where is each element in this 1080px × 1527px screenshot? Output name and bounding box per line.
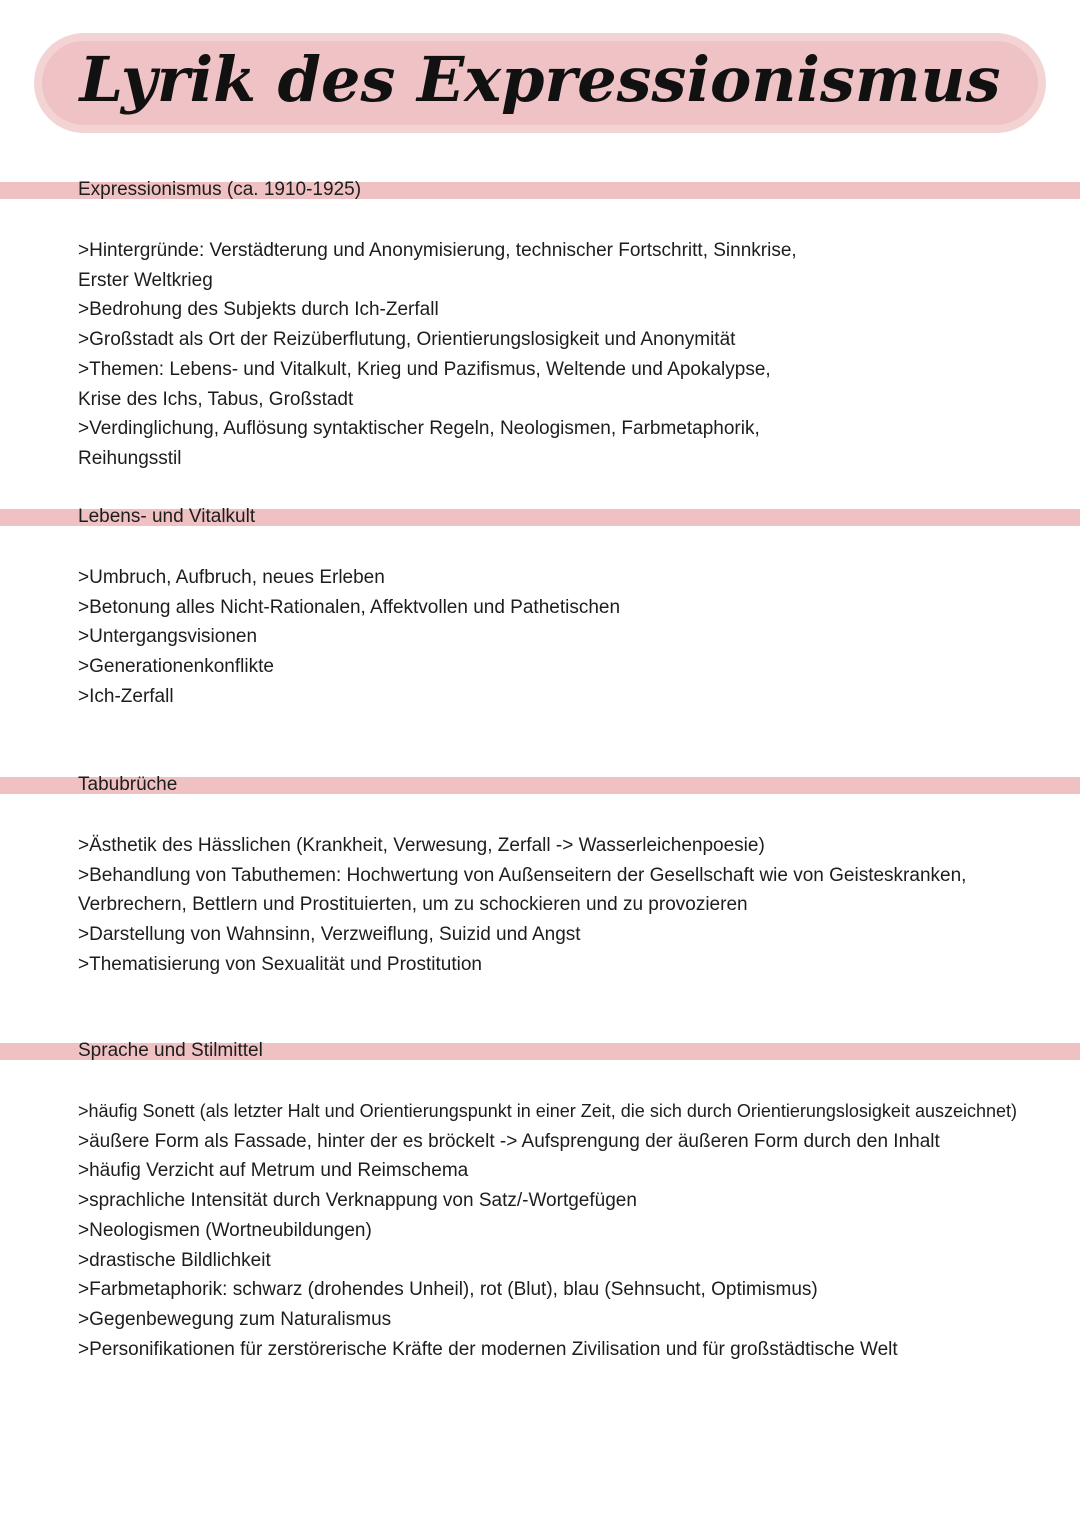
list-item: >Umbruch, Aufbruch, neues Erleben	[78, 567, 385, 588]
list-item: >Großstadt als Ort der Reizüberflutung, Orientierungslosigkeit und Anonymität	[78, 329, 736, 351]
section-band	[0, 1040, 1080, 1061]
list-item: >häufig Sonett (als letzter Halt und Orientierungspunkt in einer Zeit, die sich durch Orientierungslosigkeit auszeichnet)	[78, 1101, 1017, 1121]
section-heading: Expressionismus (ca. 1910-1925)	[78, 179, 362, 200]
section-heading: Tabubrüche	[78, 774, 178, 795]
list-item: >Personifikationen für zerstörerische Kräfte der modernen Zivilisation und für großstädtische Welt	[78, 1338, 898, 1360]
list-item: >häufig Verzicht auf Metrum und Reimschema	[78, 1160, 469, 1182]
page-title: Lyrik des Expressionismus	[42, 41, 1039, 125]
list-item: >Themen: Lebens- und Vitalkult, Krieg und Pazifismus, Weltende und Apokalypse, Krise des Ichs, Tabus, Großstadt	[78, 358, 771, 410]
list-item: >Ästhetik des Hässlichen (Krankheit, Verwesung, Zerfall -> Wasserleichenpoesie)	[78, 835, 765, 856]
list-item: >Ich-Zerfall	[78, 685, 174, 707]
list-item: >Behandlung von Tabuthemen: Hochwertung von Außenseitern der Gesellschaft wie von Geisteskranken, Verbrechern, Bettlern und Prostituierten, um zu schockieren und zu provozieren	[78, 864, 967, 916]
section-band	[0, 774, 1080, 795]
section-sprache-stilmittel	[0, 1040, 1080, 1360]
list-item: >Hintergründe: Verstädterung und Anonymisierung, technischer Fortschritt, Sinnkrise, Erster Weltkrieg	[78, 240, 797, 291]
list-item: >Thematisierung von Sexualität und Prostitution	[78, 953, 482, 975]
list-item: >Gegenbewegung zum Naturalismus	[78, 1308, 392, 1330]
section-heading: Sprache und Stilmittel	[78, 1040, 263, 1061]
list-item: >drastische Bildlichkeit	[78, 1249, 271, 1271]
section-tabubrueche	[0, 774, 1080, 975]
section-list	[78, 1097, 1058, 1364]
section-heading: Lebens- und Vitalkult	[78, 506, 256, 527]
list-item: >äußere Form als Fassade, hinter der es bröckelt -> Aufsprengung der äußeren Form durch den Inhalt	[78, 1130, 940, 1152]
section-list	[78, 831, 998, 980]
list-item: >Farbmetaphorik: schwarz (drohendes Unheil), rot (Blut), blau (Sehnsucht, Optimismus)	[78, 1279, 818, 1301]
section-band	[0, 179, 1080, 200]
section-expressionismus	[0, 179, 1080, 469]
list-item: >Untergangsvisionen	[78, 626, 258, 648]
section-lebens-vitalkult	[0, 506, 1080, 707]
list-item: >Generationenkonflikte	[78, 656, 274, 678]
list-item: >sprachliche Intensität durch Verknappung von Satz/-Wortgefügen	[78, 1190, 637, 1212]
list-item: >Darstellung von Wahnsinn, Verzweiflung, Suizid und Angst	[78, 924, 581, 946]
list-item: >Bedrohung des Subjekts durch Ich-Zerfall	[78, 299, 439, 321]
section-band	[0, 506, 1080, 527]
section-list	[78, 563, 998, 712]
title-banner	[0, 18, 1080, 148]
section-list	[78, 236, 808, 474]
list-item: >Betonung alles Nicht-Rationalen, Affektvollen und Pathetischen	[78, 596, 621, 618]
list-item: >Verdinglichung, Auflösung syntaktischer Regeln, Neologismen, Farbmetaphorik, Reihungsstil	[78, 418, 760, 469]
list-item: >Neologismen (Wortneubildungen)	[78, 1219, 372, 1241]
